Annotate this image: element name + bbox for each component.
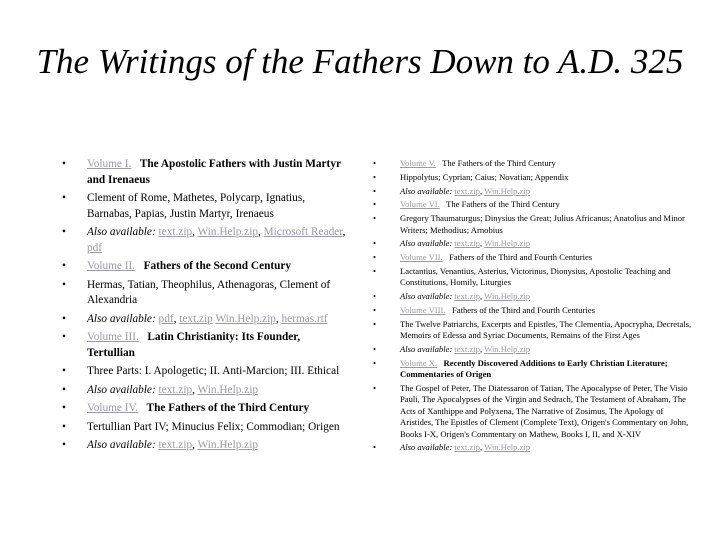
volume-v-title: The Fathers of the Third Century (442, 158, 556, 168)
list-item (62, 225, 347, 256)
also-available-label: Also available: (400, 185, 455, 196)
hermas-rtf-link[interactable]: hermas.rtf (281, 312, 328, 325)
list-item (373, 442, 693, 453)
microsoft-reader-link[interactable]: Microsoft Reader (263, 226, 343, 239)
bullet-icon: • (373, 304, 377, 315)
list-item (373, 358, 693, 381)
bullet-icon: • (373, 238, 377, 249)
bullet-icon: • (62, 402, 66, 415)
separator: , (479, 442, 485, 453)
text-zip-link[interactable]: text.zip (158, 383, 193, 396)
list-item (62, 157, 347, 188)
text-zip-link[interactable]: text.zip (454, 343, 480, 354)
list-item (62, 364, 347, 380)
text-zip-link[interactable]: text.zip (179, 312, 213, 325)
bullet-icon: • (62, 439, 66, 452)
also-available-label: Also available: (87, 383, 159, 396)
bullet-icon: • (373, 265, 377, 276)
separator: , (479, 291, 485, 302)
list-item (62, 420, 347, 436)
volume-iii-description: Three Parts: I. Apologetic; II. Anti-Marcion; III. Ethical (87, 365, 340, 378)
text-zip-link[interactable]: text.zip (454, 238, 480, 249)
text-zip-link[interactable]: text.zip (158, 439, 193, 452)
volume-vi-link[interactable]: Volume VI. (400, 199, 440, 210)
list-item (373, 252, 693, 263)
bullet-icon: • (62, 192, 66, 205)
volume-iv-description: Tertullian Part IV; Minucius Felix; Commodian; Origen (87, 420, 340, 433)
separator: , (275, 312, 282, 325)
volume-x-description: The Gospel of Peter, The Diatessaron of Tatian, The Apocalypse of Peter, The Visio Pauli, The Apocalypses of the Virgin and Sedrach, The Testament of Abraham, The Acts of Xanthippe and Polyxena, The Narrative of Zosimus, The Apology of Aristides, The Epistles of Clement (Complete Text), Origen's Commentary on John, Books I-X, Origen's Commentary on Mathew, Books I, II, and X-XIV (400, 382, 689, 439)
bullet-icon: • (373, 291, 377, 302)
also-available-label: Also available: (400, 291, 455, 302)
bullet-icon: • (373, 382, 377, 393)
bullet-icon: • (373, 442, 377, 453)
separator: , (173, 312, 180, 325)
volume-vii-description: Lactantius, Venantius, Asterius, Victorinus, Dionysius, Apostolic Teaching and Constitutions, Homily, Liturgies (400, 265, 671, 288)
separator: , (192, 439, 198, 452)
also-available-label: Also available: (87, 226, 159, 239)
win-help-zip-link[interactable]: Win.Help.zip (484, 442, 531, 453)
list-item (373, 172, 693, 183)
bullet-icon: • (62, 365, 66, 378)
also-available-label: Also available: (87, 312, 159, 325)
separator: , (479, 238, 485, 249)
list-item (373, 305, 693, 316)
separator: , (192, 226, 198, 239)
list-item (373, 158, 693, 169)
list-item (373, 238, 693, 249)
text-zip-link[interactable]: text.zip (158, 226, 193, 239)
list-item (373, 213, 693, 236)
list-item (62, 191, 347, 222)
win-help-zip-link[interactable]: Win.Help.zip (215, 312, 276, 325)
volume-vii-title: Fathers of the Third and Fourth Centuries (449, 252, 593, 263)
separator: , (192, 383, 198, 396)
bullet-icon: • (373, 318, 377, 329)
list-item (62, 401, 347, 417)
list-item (373, 199, 693, 210)
volume-vi-description: Gregory Thaumaturgus; Dinysius the Great; Julius Africanus; Anatolius and Minor Writers; Methodius; Arnobius (400, 213, 685, 235)
volume-v-description: Hippolytus; Cyprian; Caius; Novatian; Appendix (400, 171, 569, 182)
list-item (62, 330, 347, 361)
bullet-icon: • (373, 171, 377, 182)
text-zip-link[interactable]: text.zip (454, 185, 480, 196)
bullet-icon: • (62, 260, 66, 273)
volume-v-link[interactable]: Volume V. (400, 158, 436, 168)
bullet-icon: • (373, 343, 377, 354)
win-help-zip-link[interactable]: Win.Help.zip (484, 291, 531, 302)
separator: , (479, 343, 485, 354)
text-zip-link[interactable]: text.zip (454, 291, 480, 302)
volume-i-description: Clement of Rome, Mathetes, Polycarp, Ignatius, Barnabas, Papias, Justin Martyr, Irenaeus (87, 192, 306, 220)
also-available-label: Also available: (87, 439, 159, 452)
list-item (62, 312, 347, 328)
bullet-icon: • (373, 185, 377, 196)
pdf-link[interactable]: pdf (158, 312, 174, 325)
volume-iii-title: Latin Christianity: Its Founder, Tertullian (87, 331, 301, 359)
volume-i-link[interactable]: Volume I. (87, 158, 132, 170)
volume-ii-link[interactable]: Volume II. (87, 260, 136, 273)
volume-viii-title: Fathers of the Third and Fourth Centuries (451, 304, 596, 315)
bullet-icon: • (373, 357, 377, 368)
volume-viii-link[interactable]: Volume VIII. (400, 304, 446, 315)
separator: , (342, 226, 346, 239)
list-item (373, 383, 693, 440)
list-item (373, 319, 693, 342)
bullet-icon: • (62, 226, 66, 239)
bullet-icon: • (373, 213, 377, 224)
list-item (62, 278, 347, 309)
win-help-zip-link[interactable]: Win.Help.zip (197, 439, 258, 452)
list-item (62, 259, 347, 275)
list-item (373, 344, 693, 355)
also-available-label: Also available: (400, 238, 455, 249)
win-help-zip-link[interactable]: Win.Help.zip (484, 238, 531, 249)
volume-ii-description: Hermas, Tatian, Theophilus, Athenagoras, Clement of Alexandria (87, 278, 331, 307)
separator: , (479, 185, 485, 196)
pdf-link[interactable]: pdf (87, 241, 103, 254)
bullet-icon: • (62, 331, 66, 344)
volume-ii-title: Fathers of the Second Century (143, 260, 292, 273)
text-zip-link[interactable]: text.zip (454, 442, 480, 453)
bullet-icon: • (62, 278, 66, 291)
bullet-icon: • (62, 158, 66, 170)
win-help-zip-link[interactable]: Win.Help.zip (197, 383, 258, 396)
bullet-icon: • (62, 420, 66, 433)
volume-i-title: The Apostolic Fathers with Justin Martyr and Irenaeus (87, 158, 341, 186)
volume-vii-link[interactable]: Volume VII. (400, 252, 443, 263)
page-title: The Writings of the Fathers Down to A.D. 325 (36, 42, 684, 81)
bullet-icon: • (373, 199, 377, 210)
right-column (373, 158, 693, 456)
left-column (62, 157, 347, 457)
volume-x-title: Recently Discovered Additions to Early Christian Literature; Commentaries of Origen (400, 357, 668, 380)
volume-iv-link[interactable]: Volume IV. (87, 402, 139, 415)
list-item (373, 186, 693, 197)
bullet-icon: • (373, 252, 377, 263)
volume-iii-link[interactable]: Volume III. (87, 331, 139, 344)
list-item (373, 266, 693, 289)
volume-viii-description: The Twelve Patriarchs, Excerpts and Epistles, The Clementia, Apocrypha, Decretals, Memoirs of Edessa and Syriac Documents, Remains of the First Ages (400, 318, 692, 341)
also-available-label: Also available: (400, 343, 455, 354)
list-item (62, 438, 347, 454)
win-help-zip-link[interactable]: Win.Help.zip (484, 185, 531, 196)
win-help-zip-link[interactable]: Win.Help.zip (484, 343, 531, 354)
bullet-icon: • (62, 312, 66, 325)
also-available-label: Also available: (400, 442, 455, 453)
volume-iv-title: The Fathers of the Third Century (146, 402, 310, 415)
bullet-icon: • (62, 383, 66, 396)
volume-vi-title: The Fathers of the Third Century (446, 199, 560, 210)
volume-x-link[interactable]: Volume X. (400, 357, 438, 368)
list-item (62, 383, 347, 399)
win-help-zip-link[interactable]: Win.Help.zip (197, 226, 258, 239)
separator: , (257, 226, 264, 239)
list-item (373, 291, 693, 302)
bullet-icon: • (373, 158, 377, 168)
